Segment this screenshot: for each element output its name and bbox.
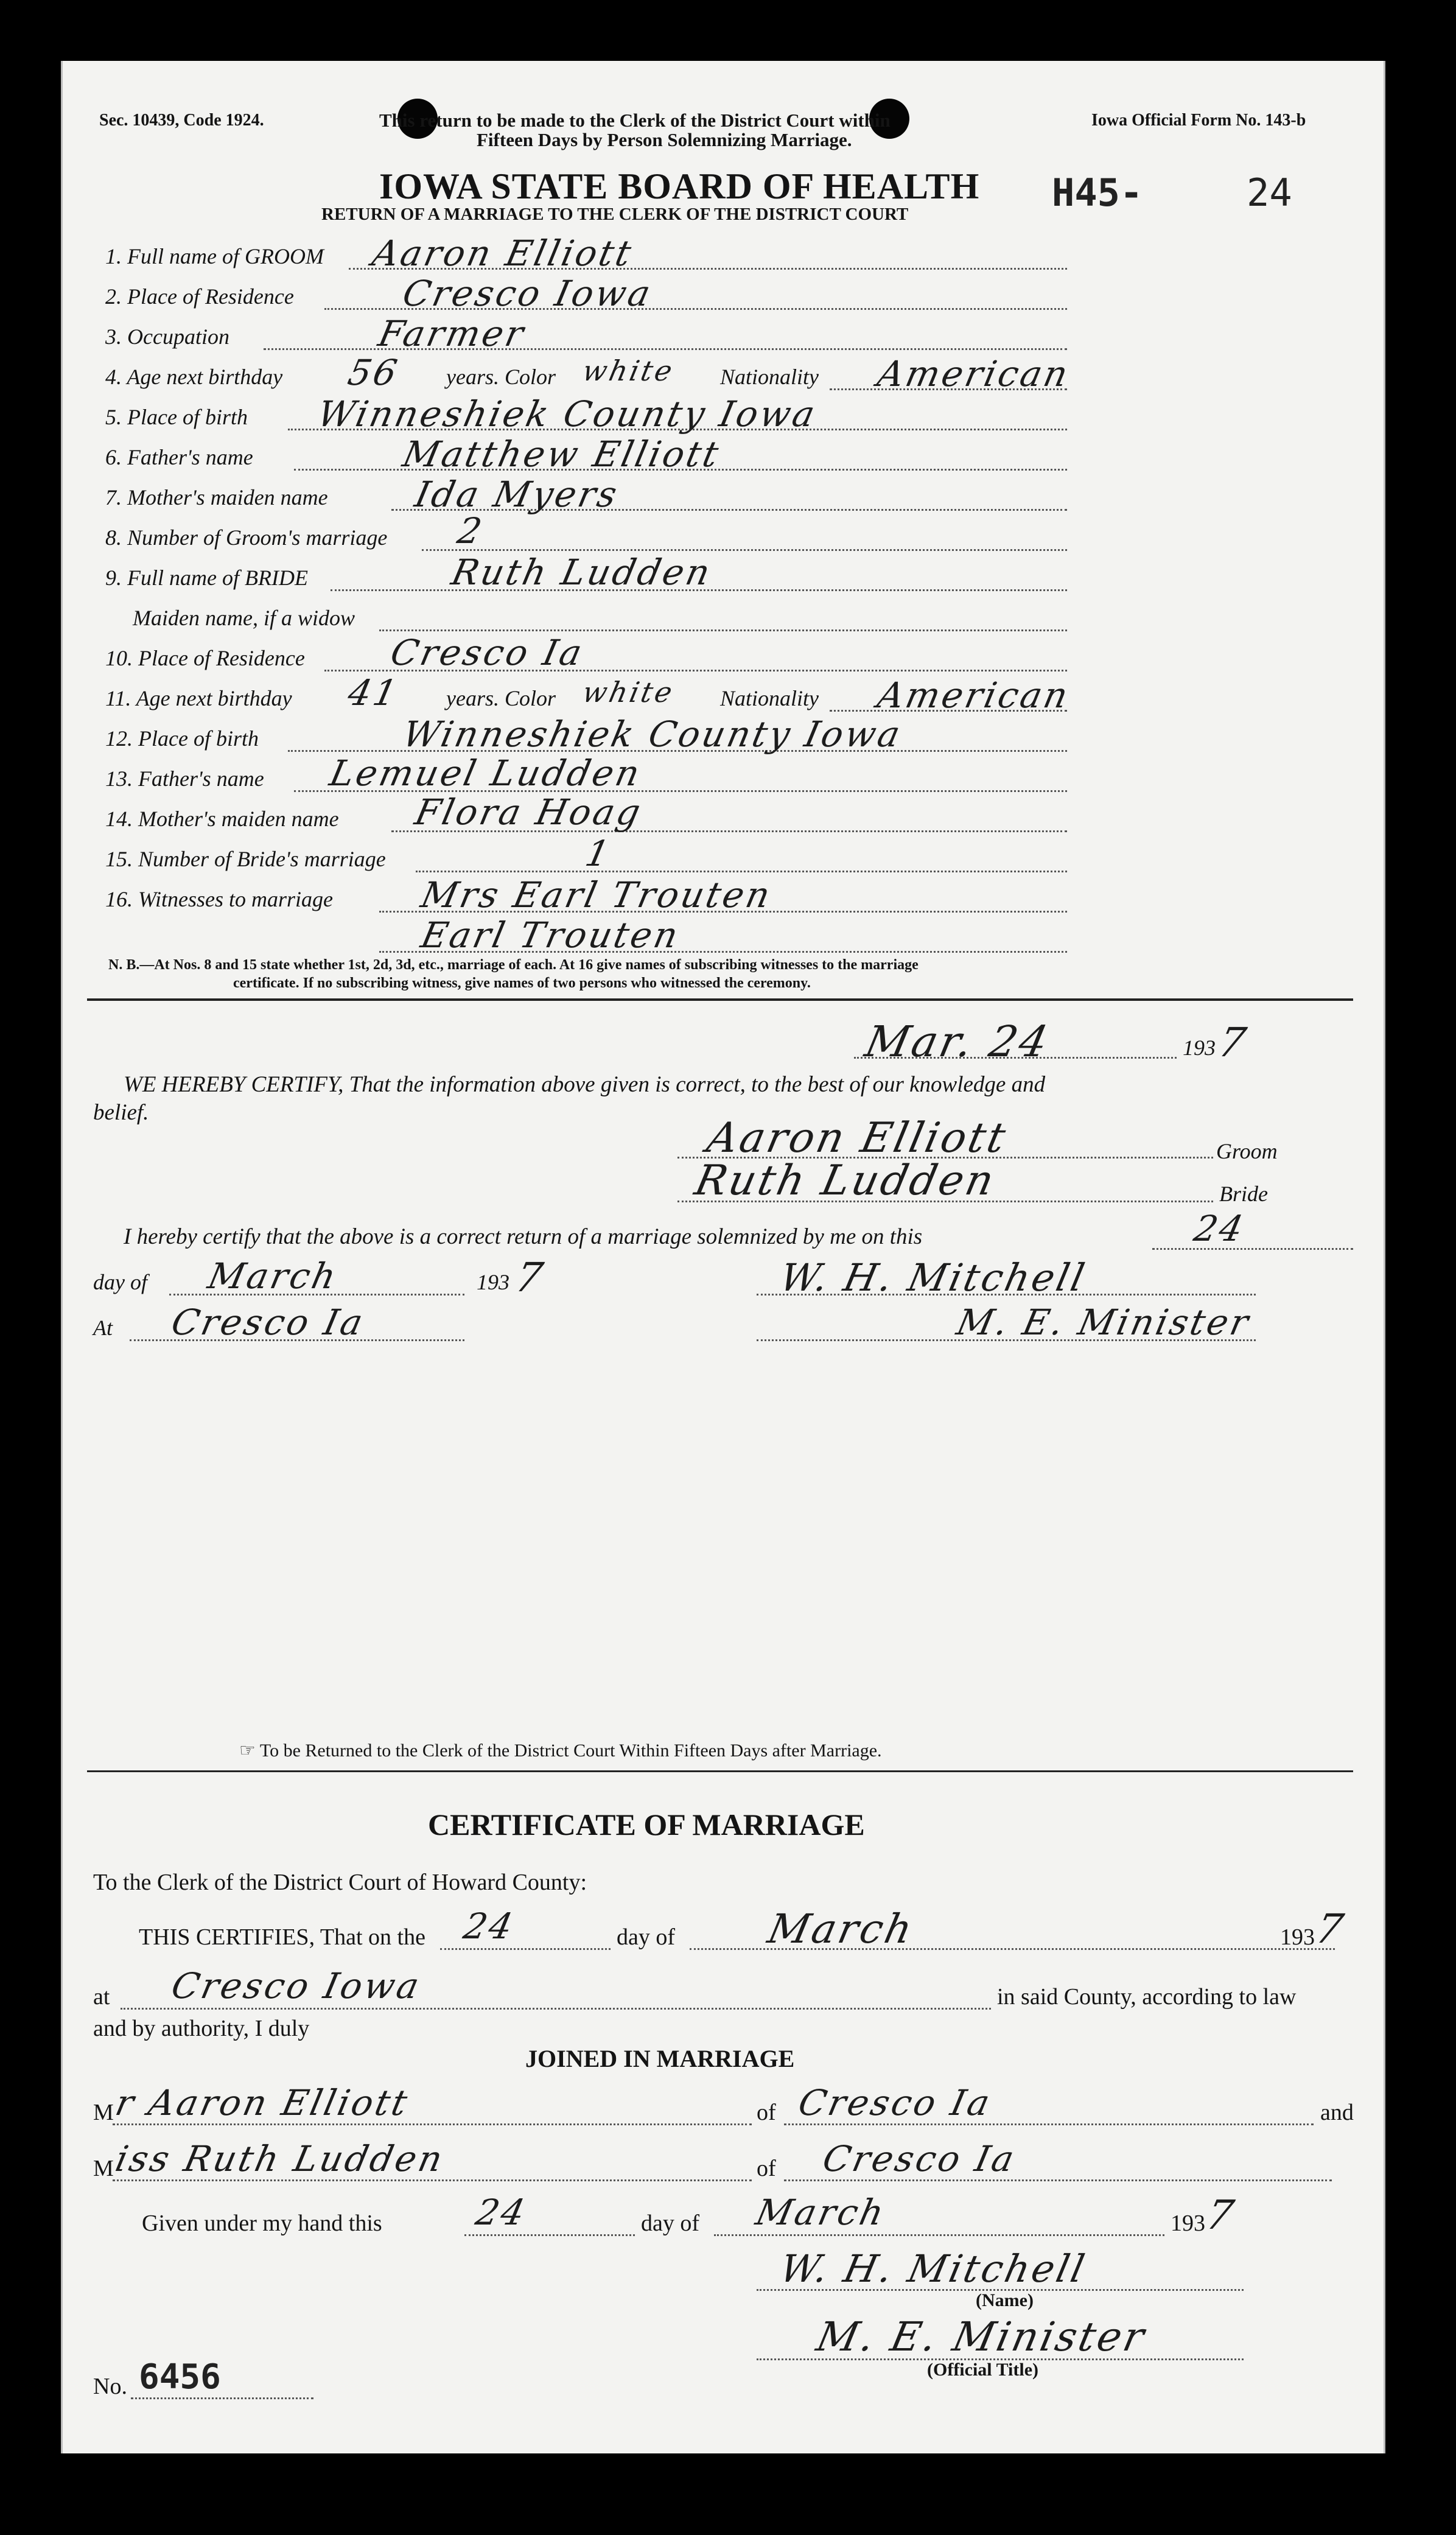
certificate-day-of: day of [617,1924,676,1950]
officiant-title-line [757,1339,1256,1341]
groom-occupation-value: Farmer [374,313,530,354]
mr-of-line [784,2123,1314,2125]
groom-name-label: 1. Full name of GROOM [105,244,324,268]
official-title-label: (Official Title) [927,2360,1039,2380]
section-divider [87,998,1353,1001]
groom-color-value: white [579,354,678,387]
groom-mother-value: Ida Myers [411,474,623,515]
officiant-year-value: 7 [511,1254,550,1301]
officiant-signature-line [757,1294,1256,1296]
mr-of-label: of [757,2100,776,2125]
return-note-divider [87,1770,1353,1772]
groom-marriage-number-value: 2 [453,510,488,552]
certificate-no-line [131,2397,313,2399]
certificate-no-label: No. [93,2374,127,2399]
officiant-certify-text: I hereby certify that the above is a correct return of a marriage solemnized by me on this [124,1224,923,1249]
bride-age-label: 11. Age next birthday [105,686,292,710]
certificate-number: 6456 [139,2357,221,2397]
certificate-year-prefix: 193 [1280,1924,1315,1950]
certifies-text: THIS CERTIFIES, That on the [139,1924,425,1950]
certificate-authority-text: and by authority, I duly [93,2016,310,2041]
given-day-line [464,2234,635,2236]
miss-of-line [784,2179,1332,2181]
nb-note-line-1: N. B.—At Nos. 8 and 15 state whether 1st, 2d, 3d, etc., marriage of each. At 16 give names of subscribing witnesses to the marriage [108,957,919,973]
officiant-name-label: (Name) [976,2290,1034,2310]
given-text: Given under my hand this [142,2211,382,2236]
bride-years-color-label: years. Color [446,686,556,710]
groom-years-color-label: years. Color [446,365,556,389]
groom-father-label: 6. Father's name [105,445,253,469]
bride-certificate-name: iss Ruth Ludden [111,2138,449,2179]
bride-marriage-number-line [416,871,1067,872]
groom-certificate-name: r Aaron Elliott [111,2082,413,2123]
file-number-stamp: H45- [1052,170,1143,215]
bride-nationality-label: Nationality [720,686,819,710]
and-label: and [1320,2100,1354,2125]
instruction-line-1: This return to be made to the Clerk of the District Court within [379,110,891,131]
officiant-at-label: At [93,1316,113,1340]
mr-name-line [113,2123,752,2125]
bride-birthplace-value: Winneshiek County Iowa [399,714,906,755]
certificate-place: Cresco Iowa [167,1965,425,2007]
nb-note-line-2: certificate. If no subscribing witness, give names of two persons who witnessed the ceremony. [233,975,811,991]
joined-in-marriage: JOINED IN MARRIAGE [525,2045,795,2072]
bride-name-value: Ruth Ludden [447,552,716,593]
board-title: IOWA STATE BOARD OF HEALTH [379,166,980,206]
groom-nationality-value: American [873,353,1074,394]
maiden-name-line [379,629,1067,631]
groom-age-value: 56 [344,352,404,393]
certify-day-line [440,1948,611,1950]
groom-certificate-residence: Cresco Ia [794,2082,996,2123]
miss-of-label: of [757,2156,776,2181]
bride-mother-label: 14. Mother's maiden name [105,807,339,831]
groom-birthplace-value: Winneshiek County Iowa [313,393,821,435]
given-year: 7 [1202,2192,1241,2239]
groom-birthplace-label: 5. Place of birth [105,405,248,429]
certificate-place-line [121,2008,991,2010]
return-note: ☞ To be Returned to the Clerk of the District Court Within Fifteen Days after Marriage. [239,1741,882,1761]
officiant-place-value: Cresco Ia [167,1302,369,1343]
miss-prefix: M [93,2156,114,2181]
bride-signature: Ruth Ludden [690,1157,1001,1205]
bride-residence-label: 10. Place of Residence [105,646,305,670]
witness-1-value: Mrs Earl Trouten [417,874,776,916]
groom-mother-label: 7. Mother's maiden name [105,485,328,510]
groom-nationality-label: Nationality [720,365,819,389]
certificate-title: CERTIFICATE OF MARRIAGE [428,1807,865,1842]
marriage-return-form [61,61,1385,2453]
certify-year-value: 7 [1214,1019,1253,1066]
form-number: Iowa Official Form No. 143-b [1091,111,1306,130]
bride-father-label: 13. Father's name [105,766,264,791]
given-month-line [714,2234,1164,2236]
witness-2-value: Earl Trouten [417,914,684,956]
return-title: RETURN OF A MARRIAGE TO THE CLERK OF THE DISTRICT COURT [321,205,909,224]
groom-age-label: 4. Age next birthday [105,365,283,389]
officiant-year-prefix: 193 [477,1270,509,1294]
bride-nationality-value: American [873,675,1074,716]
certify-date-value: Mar. 24 [861,1017,1055,1067]
groom-father-value: Matthew Elliott [399,433,725,475]
maiden-name-label: Maiden name, if a widow [133,606,355,630]
bride-signature-line [677,1201,1213,1202]
bride-mother-value: Flora Hoag [411,791,646,833]
miss-name-line [113,2179,752,2181]
groom-signature: Aaron Elliott [702,1114,1012,1162]
bride-birthplace-label: 12. Place of birth [105,726,259,751]
certificate-county-text: in said County, according to law [997,1984,1297,2010]
given-day: 24 [472,2192,531,2233]
groom-signature-label: Groom [1216,1139,1278,1163]
to-clerk-text: To the Clerk of the District Court of Howard County: [93,1870,587,1895]
bride-age-value: 41 [344,672,404,714]
officiant-day-line [1152,1248,1353,1250]
certificate-year: 7 [1311,1906,1350,1952]
bride-father-value: Lemuel Ludden [326,752,646,794]
officiant-month-value: March [204,1255,342,1297]
given-month: March [752,2192,890,2233]
groom-name-value: Aaron Elliott [368,233,637,274]
sec-code: Sec. 10439, Code 1924. [99,111,264,130]
certificate-month: March [763,1906,919,1952]
certify-text-line-2: belief. [93,1100,149,1125]
show-through-bleed [1239,810,1268,816]
groom-occupation-label: 3. Occupation [105,324,229,349]
given-day-of: day of [641,2211,700,2236]
bride-marriage-number-value: 1 [581,833,616,874]
bride-residence-value: Cresco Ia [387,632,588,673]
officiant-day-value: 24 [1190,1208,1250,1249]
officiant-day-of-label: day of [93,1270,147,1294]
bride-certificate-residence: Cresco Ia [819,2138,1020,2179]
instruction-line-2: Fifteen Days by Person Solemnizing Marriage. [477,129,852,150]
officiant-name-signature: W. H. Mitchell [776,2246,1091,2291]
groom-marriage-number-label: 8. Number of Groom's marriage [105,525,388,550]
groom-marriage-number-line [422,549,1067,551]
officiant-title-value: M. E. Minister [953,1302,1255,1343]
certify-year-prefix: 193 [1183,1036,1216,1060]
certify-text-line-1: WE HEREBY CERTIFY, That the information above given is correct, to the best of our knowledge and [124,1072,1046,1097]
bride-signature-label: Bride [1219,1182,1268,1206]
mr-prefix: M [93,2100,114,2125]
officiant-signature: W. H. Mitchell [776,1255,1091,1300]
witnesses-label: 16. Witnesses to marriage [105,887,333,911]
certificate-at-label: at [93,1984,110,2010]
groom-residence-label: 2. Place of Residence [105,284,294,309]
certify-date-line [854,1057,1177,1059]
certificate-day: 24 [460,1906,519,1947]
file-number-suffix: 24 [1247,170,1292,215]
groom-residence-value: Cresco Iowa [399,273,657,314]
bride-name-label: 9. Full name of BRIDE [105,566,308,590]
bride-color-value: white [579,676,678,709]
given-year-prefix: 193 [1171,2211,1205,2236]
officiant-official-title: M. E. Minister [812,2313,1151,2360]
bride-marriage-number-label: 15. Number of Bride's marriage [105,847,386,871]
